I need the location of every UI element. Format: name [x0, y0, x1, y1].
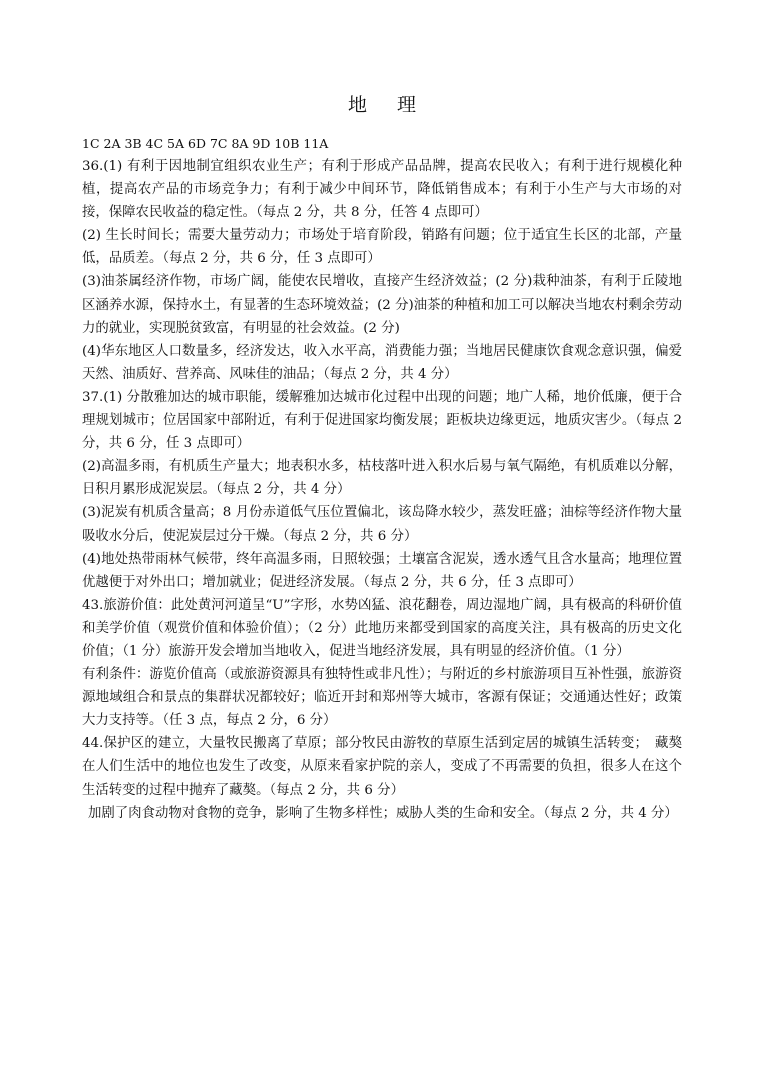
answer-36-4: (4)华东地区人口数量多，经济发达，收入水平高，消费能力强；当地居民健康饮食观念意识强，偏爱天然、油质好、营养高、风味佳的油品；（每点 2 分，共 4 分）: [82, 343, 682, 382]
answer-37-2: (2)高温多雨，有机质生产量大；地表积水多，枯枝落叶进入积水后易与氧气隔绝，有机质难以分解，日积月累形成泥炭层。（每点 2 分，共 4 分）: [82, 459, 682, 498]
answer-44-2: 加剧了肉食动物对食物的竞争，影响了生物多样性；威胁人类的生命和安全。（每点 2 分，共 4 分）: [88, 805, 678, 821]
answer-37-1: 37.(1) 分散雅加达的城市职能，缓解雅加达城市化过程中出现的问题；地广人稀，地价低廉，便于合理规划城市；位居国家中部附近，有利于促进国家均衡发展；距板块边缘更远，地质灾害少。（每点 2 分，共 6 分，任 3 点即可）: [82, 389, 682, 452]
answer-37-3: (3)泥炭有机质含量高；8 月份赤道低气压位置偏北，该岛降水较少，蒸发旺盛；油棕等经济作物大量吸收水分后，使泥炭层过分干燥。（每点 2 分，共 6 分）: [82, 505, 682, 544]
answer-43-conditions: 有利条件：游览价值高（或旅游资源具有独特性或非凡性）；与附近的乡村旅游项目互补性强，旅游资源地域组合和景点的集群状况都较好；临近开封和郑州等大城市，客源有保证；交通通达性好；政策大力支持等。（任 3 点，每点 2 分，6 分）: [82, 667, 682, 729]
answer-43-value: 43.旅游价值：此处黄河河道呈“U”字形，水势凶猛、浪花翻卷，周边湿地广阔，具有极高的科研价值和美学价值（观赏价值和体验价值）；（2 分）此地历来都受到国家的高度关注，具有极高的历史文化价值；（1 分）旅游开发会增加当地收入，促进当地经济发展，具有明显的经济价值。（1 分）: [82, 597, 682, 659]
answer-36-2: (2) 生长时间长；需要大量劳动力；市场处于培育阶段，销路有问题；位于适宜生长区的北部，产量低，品质差。（每点 2 分，共 6 分，任 3 点即可）: [82, 228, 682, 267]
page-title: 地 理: [347, 94, 429, 116]
answer-36-3: (3)油茶属经济作物，市场广阔，能使农民增收，直接产生经济效益；(2 分)栽种油茶，有利于丘陵地区涵养水源，保持水土，有显著的生态环境效益；(2 分)油茶的种植和加工可以解决当地农村剩余劳动力的就业，实现脱贫致富，有明显的社会效益。(2 分): [82, 274, 682, 336]
answer-37-4: (4)地处热带雨林气候带，终年高温多雨，日照较强；土壤富含泥炭，透水透气且含水量高；地理位置优越便于对外出口；增加就业；促进经济发展。（每点 2 分，共 6 分，任 3 点即可）: [82, 551, 682, 590]
answer-44-1: 44.保护区的建立，大量牧民搬离了草原；部分牧民由游牧的草原生活到定居的城镇生活转变； 藏獒在人们生活中的地位也发生了改变，从原来看家护院的亲人，变成了不再需要的负担，很多人在这个生活转变的过程中抛弃了藏獒。（每点 2 分，共 6 分）: [82, 736, 682, 798]
answer-sheet: [82, 92, 682, 825]
choice-answers: 1C 2A 3B 4C 5A 6D 7C 8A 9D 10B 11A: [82, 136, 329, 151]
answer-36-1: 36.(1) 有利于因地制宜组织农业生产；有利于形成产品品牌，提高农民收入；有利于进行规模化种植，提高农产品的市场竞争力；有利于减少中间环节，降低销售成本；有利于小生产与大市场的对接，保障农民收益的稳定性。（每点 2 分，共 8 分，任答 4 点即可）: [82, 159, 682, 221]
